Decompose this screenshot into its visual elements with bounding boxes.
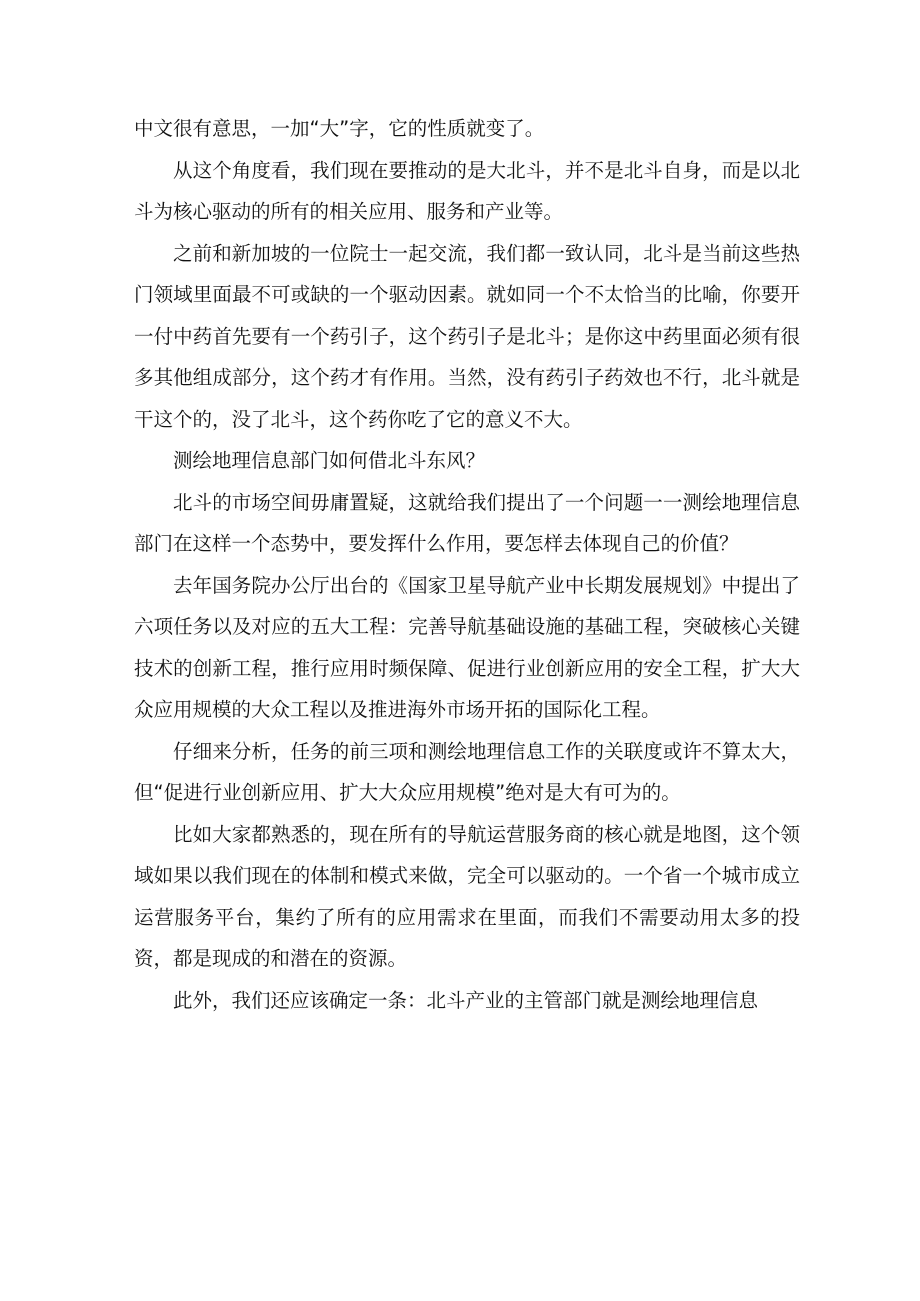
paragraph-state-council-plan: 去年国务院办公厅出台的《国家卫星导航产业中长期发展规划》中提出了六项任务以及对应的五大工程：完善导航基础设施的基础工程，突破核心关键技术的创新工程，推行应用时频保障、促进行业创新应用的安全工程，扩大大众应用规模的大众工程以及推进海外市场开拓的国际化工程。 — [134, 573, 800, 721]
paragraph-market-space: 北斗的市场空间毋庸置疑，这就给我们提出了一个问题一一测绘地理信息部门在这样一个态势中，要发挥什么作用，要怎样去体现自己的价值？ — [134, 490, 800, 555]
document-page — [134, 108, 800, 1021]
paragraph-competent-department: 此外，我们还应该确定一条：北斗产业的主管部门就是测绘地理信息 — [173, 988, 759, 1012]
paragraph-analysis: 仔细来分析，任务的前三项和测绘地理信息工作的关联度或许不算太大，但“促进行业创新应用、扩大大众应用规模”绝对是大有可为的。 — [134, 739, 800, 804]
paragraph-continuation: 中文很有意思，一加“大”字，它的性质就变了。 — [134, 117, 545, 140]
section-heading: 测绘地理信息部门如何借北斗东风？ — [173, 449, 486, 472]
paragraph-navigation-map: 比如大家都熟悉的，现在所有的导航运营服务商的核心就是地图，这个领域如果以我们现在的体制和模式来做，完全可以驱动的。一个省一个城市成立运营服务平台，集约了所有的应用需求在里面，而我们不需要动用太多的投资，都是现成的和潜在的资源。 — [134, 822, 800, 970]
paragraph-big-beidou: 从这个角度看，我们现在要推动的是大北斗，并不是北斗自身，而是以北斗为核心驱动的所有的相关应用、服务和产业等。 — [134, 158, 800, 223]
paragraph-singapore-exchange: 之前和新加坡的一位院士一起交流，我们都一致认同，北斗是当前这些热门领域里面最不可或缺的一个驱动因素。就如同一个不太恰当的比喻，你要开一付中药首先要有一个药引子，这个药引子是北斗；是你这中药里面必须有很多其他组成部分，这个药才有作用。当然，没有药引子药效也不行，北斗就是干这个的，没了北斗，这个药你吃了它的意义不大。 — [134, 241, 800, 431]
